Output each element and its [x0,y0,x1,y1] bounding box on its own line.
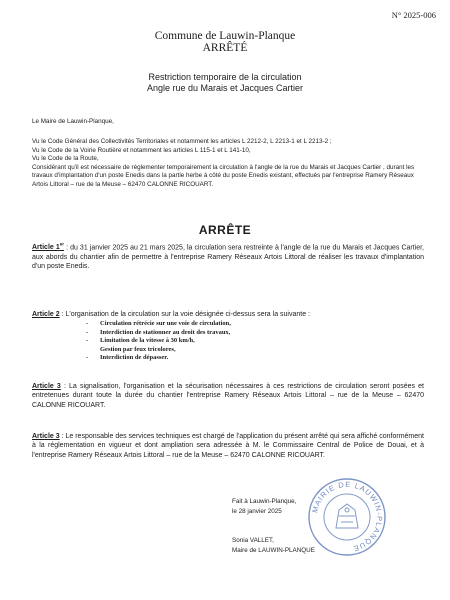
visas-block [32,138,424,190]
commune-name: Commune de Lauwin-Planque [154,30,296,42]
measure-item: - Interdiction de dépasser. [86,354,169,362]
signatory-title: Maire de LAUWIN-PLANQUE [232,546,315,554]
article-2 [32,310,424,319]
considerant: Considérant qu'il est nécessaire de réglementer temporairement la circulation à l'angle de la rue du Marais et Jacques Cartier , durant les travaux d'implantation d'un poste Enedis dans la partie herbe à côté du poste Enedis existant, effectués par l'entreprise Ramery Réseaux Artois Littoral – rue de la Meuse – 62470 CALONNE RICOUART. [32,163,415,188]
decree-reference: N° 2025-006 [391,10,436,20]
measure-text: Interdiction de dépasser. [100,354,169,362]
measure-item: - Interdiction de stationner au droit des travaux, [86,328,231,336]
article-4-text: : Le responsable des services techniques est chargé de l'application du présent arrêté qui sera affiché conformément à la réglementation en vigueur et dont ampliation sera adressée à M. le Commissaire Central de Police de Douai, et à l'entreprise Ramery Réseaux Artois Littoral – rue de la Meuse – 62470 CALONNE RICOUART. [32,433,424,459]
article-3-label: Article 3 [32,383,61,390]
measure-text: Interdiction de stationner au droit des travaux, [100,328,231,336]
signature-date: le 28 janvier 2025 [232,507,282,515]
arrete-heading: ARRÊTE [198,223,252,237]
place-date-block [232,497,296,516]
fait-a: Fait à Lauwin-Planque, [232,498,297,505]
traffic-measures-list [86,320,231,363]
article-1-label: Article 1er [32,242,65,252]
subject-line-1: Restriction temporaire de la circulation [148,72,302,82]
article-4-label: Article 3 [32,433,60,440]
measure-text: Limitation de la vitesse à 30 km/h, [100,337,195,345]
document-type: ARRÊTÉ [202,42,248,54]
visa-voirie: Vu le Code de la Voirie Routière et notamment les articles L 115-1 et L 141-10, [32,146,251,154]
measure-text: Gestion par feux tricolores, [100,345,176,353]
signatory-block [232,536,315,555]
measure-item [86,346,231,355]
visa-route: Vu le Code de la Route, [32,155,99,163]
article-3 [32,382,424,410]
mairie-seal-stamp [306,476,388,558]
article-2-label: Article 2 [32,311,60,318]
article-1 [32,240,424,272]
measure-item: - Circulation rétrécie sur une voie de circulation, [86,320,231,327]
mayor-intro: Le Maire de Lauwin-Planque, [32,118,114,125]
article-2-text: : L'organisation de la circulation sur la voie désignée ci-dessus sera la suivante : [59,311,310,318]
svg-text:MAIRIE DE LAUWIN-PLANQUE: MAIRIE DE LAUWIN-PLANQUE [310,479,385,554]
article-3-text: : La signalisation, l'organisation et la sécurisation nécessaires à ces restrictions de circulation seront posées et entretenues durant toute la durée du chantier l'entreprise Ramery Réseaux Artois Littoral – rue de la Meuse – 62470 CALONNE RICOUART. [32,383,425,409]
measure-text: Circulation rétrécie sur une voie de circulation, [100,320,231,327]
visa-cgct: Vu le Code Général des Collectivités Territoriales et notamment les articles L 2212-2, L 2213-1 et L 2213-2 ; [32,138,332,145]
subject-line-2: Angle rue du Marais et Jacques Cartier [146,83,304,93]
article-4 [32,432,424,460]
signatory-name: Sonia VALLET, [232,537,274,544]
article-1-text: : du 31 janvier 2025 au 21 mars 2025, la circulation sera restreinte à l'angle de la rue du Marais et Jacques Cartier, aux abords du chantier afin de permettre à l'entreprise Ramery Réseaux Artois Littoral de réaliser les travaux d'implantation d'un poste Enedis. [32,244,425,271]
decree-subject [0,72,450,94]
measure-item: - Limitation de la vitesse à 30 km/h, [86,337,195,345]
